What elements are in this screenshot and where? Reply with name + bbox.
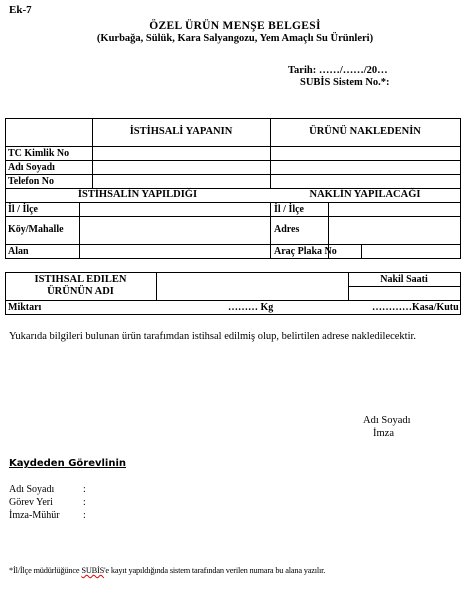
right-row-plate: Araç Plaka No	[274, 246, 337, 257]
footnote	[9, 566, 325, 575]
officer-duty-colon: :	[83, 497, 86, 508]
officer-name-colon: :	[83, 484, 86, 495]
left-row-province: İl / İlçe	[8, 204, 38, 215]
transport-header: NAKLİN YAPILACAĞI	[309, 189, 421, 200]
row-label-phone: Telefon No	[8, 176, 55, 187]
footnote-subis: SUBİS	[81, 566, 105, 575]
kg-field: ……… Kg	[228, 302, 274, 313]
right-row-province: İl / İlçe	[274, 204, 304, 215]
date-field: Tarih: ……/……/20…	[288, 65, 388, 76]
annex-label: Ek-7	[9, 4, 32, 16]
document-title: ÖZEL ÜRÜN MENŞE BELGESİ	[149, 20, 321, 32]
footnote-suffix: 'e kayıt yapıldığında sistem tarafından verilen numara bu alana yazılır.	[104, 566, 326, 575]
transporter-header: ÜRÜNÜ NAKLEDENİN	[309, 126, 421, 137]
left-row-area: Alan	[8, 246, 29, 257]
row-label-tc: TC Kimlik No	[8, 148, 70, 159]
officer-section-title: Kaydeden Görevlinin	[9, 458, 127, 469]
officer-seal-colon: :	[83, 510, 86, 521]
signer-name-label: Adı Soyadı	[363, 415, 411, 426]
crate-field: …………Kasa/Kutu	[372, 302, 459, 313]
left-row-village: Köy/Mahalle	[8, 224, 64, 235]
row-label-name: Adı Soyadı	[8, 162, 55, 173]
document-subtitle: (Kurbağa, Sülük, Kara Salyangozu, Yem Amaçlı Su Ürünleri)	[96, 33, 374, 44]
amount-label: Miktarı	[8, 302, 42, 313]
producer-header: İSTİHSALİ YAPANIN	[129, 126, 233, 137]
officer-name-label: Adı Soyadı	[9, 484, 55, 495]
signer-sign-label: İmza	[373, 428, 394, 439]
statement-text: Yukarıda bilgileri bulunan ürün tarafımdan istihsal edilmiş olup, belirtilen adrese nakledilecektir.	[9, 331, 417, 342]
officer-duty-label: Görev Yeri	[9, 497, 53, 508]
officer-seal-label: İmza-Mühür	[9, 510, 60, 521]
production-header: İSTİHSALİN YAPILDIĞI	[77, 189, 198, 200]
subis-number-field: SUBİS Sistem No.*:	[300, 77, 390, 88]
transport-time-label: Nakil Saati	[380, 274, 428, 285]
product-name-label: ISTIHSAL EDILEN ÜRÜNÜN ADI	[34, 274, 127, 297]
right-row-address: Adres	[274, 224, 300, 235]
footnote-prefix: *İl/İlçe müdürlüğünce	[9, 566, 82, 575]
